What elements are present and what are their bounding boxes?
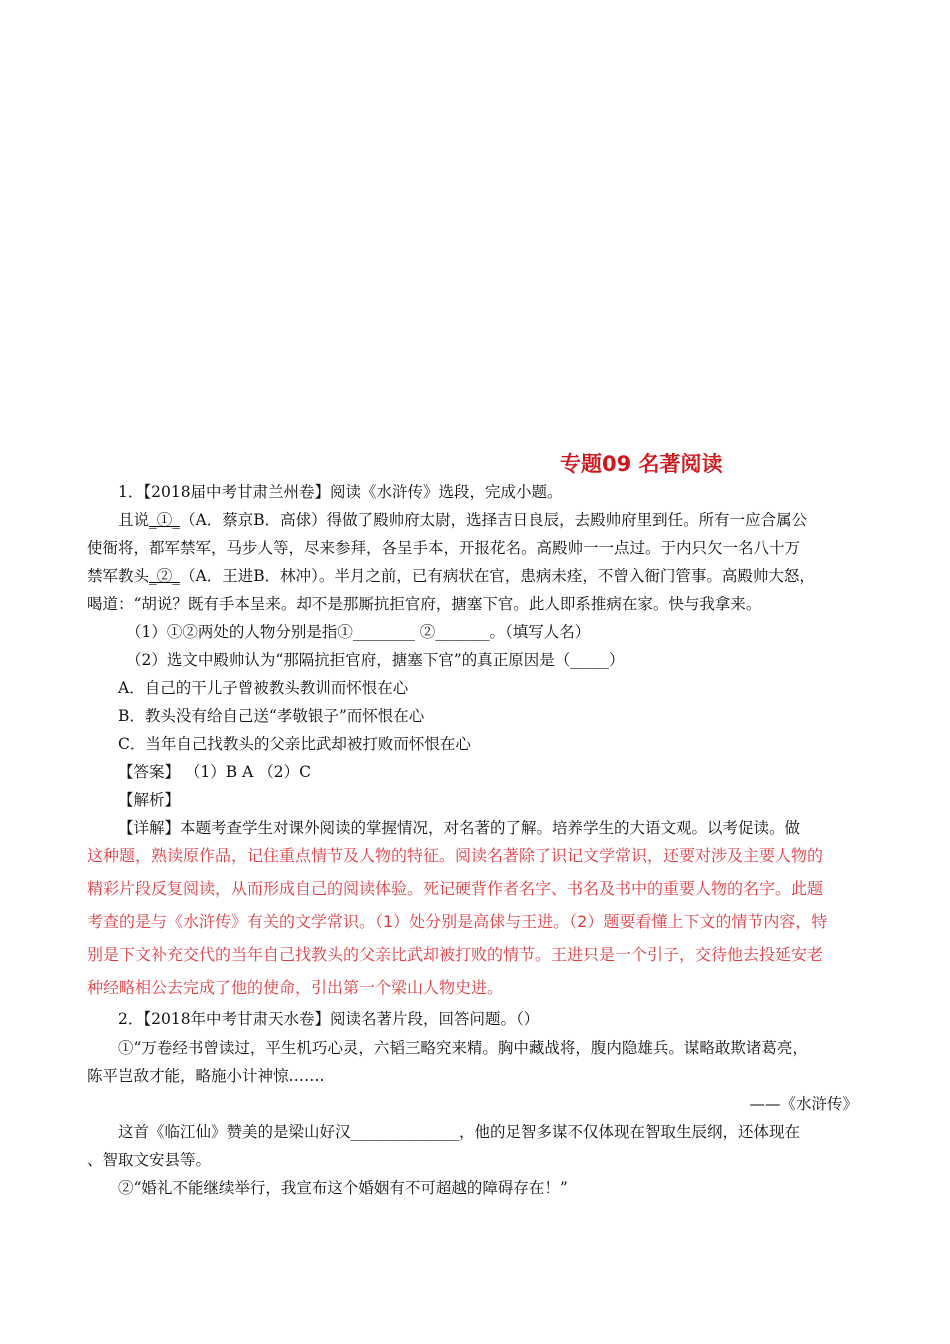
q1-analysis-label: 【解析】 <box>118 791 181 809</box>
page-title: 专题09 名著阅读 <box>560 452 723 476</box>
q1-detail-red-line: 精彩片段反复阅读，从而形成自己的阅读体验。死记硬背作者名字、书名及书中的重要人物的名字。此题 <box>87 879 824 898</box>
q2-poem-line-1: ①“万卷经书曾读过，平生机巧心灵，六韬三略究来精。胸中藏战将，腹内隐雄兵。谋略敢欺诸葛亮， <box>118 1039 808 1057</box>
q2-fill-blank: ______________ <box>350 1123 460 1141</box>
q1-blank-2: _②_ <box>149 567 181 585</box>
q1-answer: 【答案】 （1）B A （2）C <box>118 763 311 781</box>
q1-header: 1．【2018届中考甘肃兰州卷】阅读《水浒传》选段，完成小题。 <box>118 483 563 501</box>
q2-fill-line-2: 、智取文安县等。 <box>87 1151 212 1169</box>
q2-header: 2．【2018年中考甘肃天水卷】阅读名著片段，回答问题。（） <box>118 1010 540 1028</box>
q1-detail-line-1: 【详解】本题考查学生对课外阅读的掌握情况，对名著的了解。培养学生的大语文观。以考促读。做 <box>118 819 801 837</box>
q1-p3-text-a: 禁军教头 <box>87 567 150 585</box>
q2-fill-text-b: ，他的足智多谋不仅体现在智取生辰纲，还体现在 <box>459 1123 801 1141</box>
q1-passage-line-3 <box>87 566 815 586</box>
q2-source: ——《水浒传》 <box>749 1095 858 1113</box>
q1-passage-line-1 <box>118 510 807 530</box>
q1-detail-red-line: 种经略相公去完成了他的使命，引出第一个梁山人物史进。 <box>87 978 504 997</box>
q1-subquestion-2: （2）选文中殿帅认为“那隔抗拒官府，搪塞下官”的真正原因是（_____） <box>126 651 625 669</box>
q1-p1-text-b: （A．蔡京B．高俅）得做了殿帅府太尉，选择吉日良辰，去殿帅府里到任。所有一应合属公 <box>180 511 808 529</box>
q2-fill-line-1 <box>118 1122 800 1142</box>
q1-option-a: A．自己的干儿子曾被教头教训而怀恨在心 <box>118 679 409 697</box>
q1-detail-red-line: 这种题，熟读原作品，记住重点情节及人物的特征。阅读名著除了识记文学常识，还要对涉及主要人物的 <box>87 846 824 865</box>
q2-item-2: ②“婚礼不能继续举行，我宣布这个婚姻有不可超越的障碍存在！” <box>118 1179 568 1197</box>
q1-subquestion-1: （1）①②两处的人物分别是指①________ ②_______。（填写人名） <box>126 623 591 641</box>
q1-detail-red-line: 考查的是与《水浒传》有关的文学常识。（1）处分别是高俅与王进。（2）题要看懂上下文的情节内容，特 <box>87 912 828 931</box>
q1-p3-text-b: （A．王进B．林冲）。半月之前，已有病状在官，患病未痊，不曾入衙门管事。高殿帅大怒， <box>180 567 815 585</box>
q1-passage-line-2: 使衙将，都军禁军，马步人等，尽来参拜，各呈手本，开报花名。高殿帅一一点过。于内只欠一名八十万 <box>87 539 801 557</box>
q2-fill-text-a: 这首《临江仙》赞美的是梁山好汉 <box>118 1123 351 1141</box>
q2-poem-line-2: 陈平岂敌才能，略施小计神惊……. <box>87 1067 325 1085</box>
q1-p1-text-a: 且说 <box>118 511 150 529</box>
q1-detail-red-line: 别是下文补充交代的当年自己找教头的父亲比武却被打败的情节。王进只是一个引子，交待他去投延安老 <box>87 945 824 964</box>
q1-option-b: B．教头没有给自己送“孝敬银子”而怀恨在心 <box>118 707 425 725</box>
q1-passage-line-4: 喝道：“胡说？既有手本呈来。却不是那厮抗拒官府，搪塞下官。此人即系推病在家。快与我拿来。 <box>87 595 762 613</box>
q1-blank-1: _①_ <box>149 511 181 529</box>
q1-option-c: C．当年自己找教头的父亲比武却被打败而怀恨在心 <box>118 735 471 753</box>
